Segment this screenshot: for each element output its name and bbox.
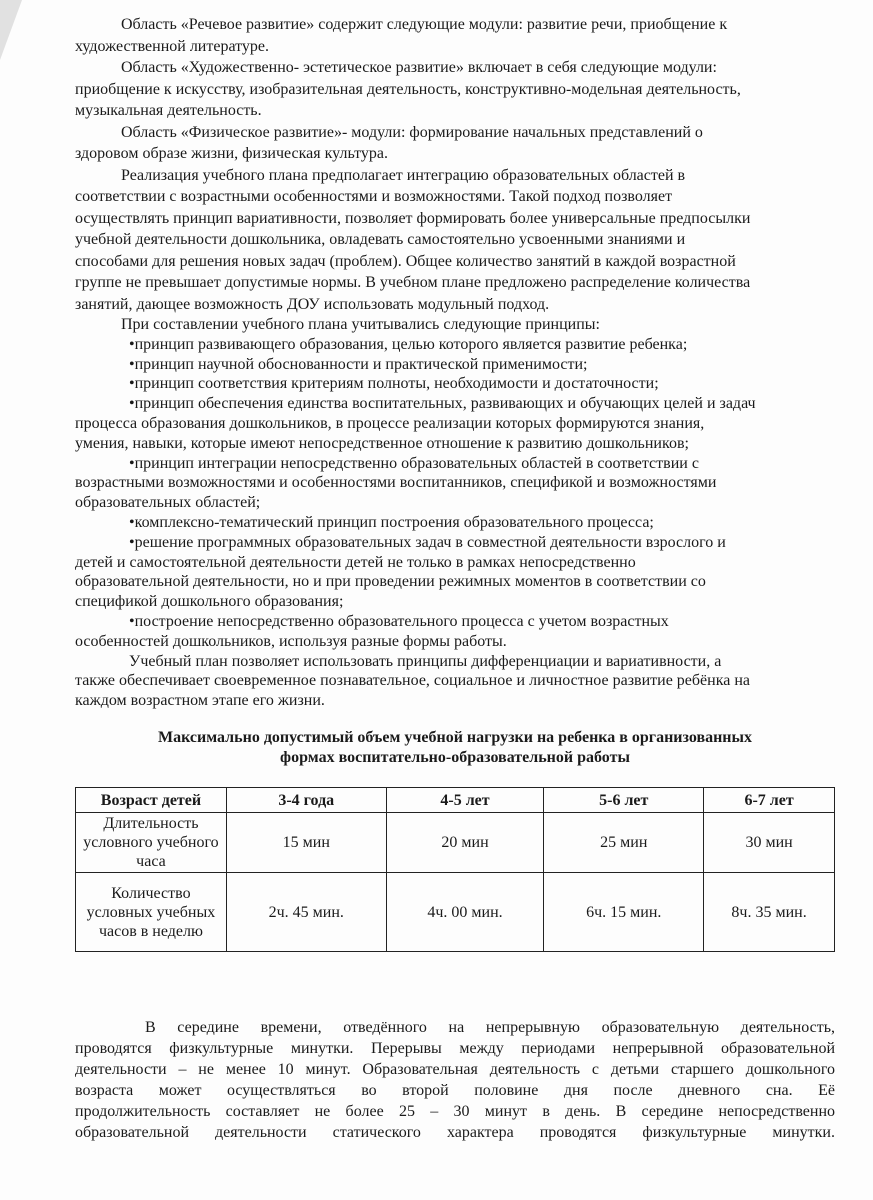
table-row <box>76 873 835 952</box>
table-cell: 15 мин <box>226 813 386 873</box>
text-line: соответствии с возрастными особенностями и возможностями. Такой подход позволяет <box>75 188 673 205</box>
text-line: образовательной деятельности статического характера проводятся физкультурные минутки. <box>75 1124 835 1141</box>
text-line: •принцип соответствия критериям полноты, необходимости и достаточности; <box>129 375 659 393</box>
study-load-table <box>75 787 835 952</box>
text-line: деятельности – не менее 10 минут. Образовательная деятельность с детьми старшего дошкольного <box>75 1061 835 1078</box>
header-cell: 3-4 года <box>226 788 386 813</box>
text-line: продолжительность составляет не более 25 – 30 минут в день. В середине непосредственно <box>75 1103 835 1120</box>
text-line: процесса образования дошкольников, в процессе реализации которых формируются знания, <box>75 414 705 432</box>
table-cell: 2ч. 45 мин. <box>226 873 386 952</box>
text-line: Реализация учебного плана предполагает интеграцию образовательных областей в <box>121 166 686 184</box>
scan-page-fold <box>0 0 22 60</box>
text-line: •принцип научной обоснованности и практической применимости; <box>129 355 588 373</box>
text-line: проводятся физкультурные минутки. Перерывы между периодами непрерывной образовательной <box>75 1040 835 1057</box>
text-line: Область «Физическое развитие»- модули: формирование начальных представлений о <box>121 123 703 141</box>
caption-line: Максимально допустимый объем учебной нагрузки на ребенка в организованных <box>157 729 753 746</box>
row-label: Количество условных учебных часов в неделю <box>76 873 227 952</box>
header-cell: 5-6 лет <box>544 788 704 813</box>
table-cell: 20 мин <box>386 813 544 873</box>
header-cell: 4-5 лет <box>386 788 544 813</box>
header-cell: 6-7 лет <box>704 788 835 813</box>
table-cell: 4ч. 00 мин. <box>386 873 544 952</box>
table-cell: 30 мин <box>704 813 835 873</box>
intro-paragraphs <box>75 14 840 315</box>
text-line: приобщение к искусству, изобразительная деятельность, конструктивно-модельная деятельность, <box>75 80 741 98</box>
text-line: здоровом образе жизни, физическая культура. <box>75 145 389 162</box>
text-line: Область «Художественно- эстетическое развитие» включает в себя следующие модули: <box>121 59 717 76</box>
text-line: Область «Речевое развитие» содержит следующие модули: развитие речи, приобщение к <box>121 16 728 33</box>
text-line: возрастными возможностями и особенностями воспитанников, спецификой и возможностями <box>75 474 717 492</box>
text-line: особенностей дошкольников, используя разные формы работы. <box>75 632 507 650</box>
text-line: Учебный план позволяет использовать принципы дифференциации и вариативности, а <box>129 652 722 670</box>
table-header-row <box>76 788 835 813</box>
text-line: В середине времени, отведённого на непрерывную образовательную деятельность, <box>145 1019 835 1036</box>
text-line: образовательной деятельности, но и при проведении режимных моментов в соответствии со <box>75 573 706 591</box>
header-cell: Возраст детей <box>76 788 227 813</box>
text-line: музыкальная деятельность. <box>75 102 262 119</box>
text-line: возраста может осуществляться во второй половине дня после дневного сна. Её <box>75 1082 835 1099</box>
text-line: образовательных областей; <box>75 494 261 512</box>
text-line: художественной литературе. <box>75 37 270 55</box>
table-row <box>76 813 835 873</box>
caption-line: формах воспитательно-образовательной работы <box>280 749 630 766</box>
text-line: каждом возрастном этапе его жизни. <box>75 692 325 710</box>
table-caption <box>75 728 835 768</box>
text-line: умения, навыки, которые имеют непосредственное отношение к развитию дошкольников; <box>75 434 689 452</box>
text-line: •комплексно-тематический принцип построения образовательного процесса; <box>129 513 654 531</box>
table-cell: 8ч. 35 мин. <box>704 873 835 952</box>
text-line: группе не превышает допустимые нормы. В учебном плане предложено распределение количества <box>75 274 751 291</box>
text-line: •решение программных образовательных задач в совместной деятельности взрослого и <box>129 533 726 551</box>
table-cell: 6ч. 15 мин. <box>544 873 704 952</box>
table-cell: 25 мин <box>544 813 704 873</box>
text-line: •построение непосредственно образовательного процесса с учетом возрастных <box>129 612 669 630</box>
principles-list <box>75 315 840 711</box>
text-line: способами для решения новых задач (проблем). Общее количество занятий в каждой возрастной <box>75 252 736 270</box>
text-line: занятий, дающее возможность ДОУ использовать модульный подход. <box>75 295 550 313</box>
text-line: учебной деятельности дошкольника, овладевать самостоятельно усвоенными знаниями и <box>75 231 686 248</box>
closing-paragraph <box>75 1017 835 1143</box>
text-line: спецификой дошкольного образования; <box>75 593 344 611</box>
text-line: осуществлять принцип вариативности, позволяет формировать более универсальные предпосылки <box>75 209 751 227</box>
text-line: детей и самостоятельной деятельности детей не только в рамках непосредственно <box>75 553 636 571</box>
text-line: •принцип интеграции непосредственно образовательных областей в соответствии с <box>129 454 699 472</box>
text-line: •принцип обеспечения единства воспитательных, развивающих и обучающих целей и задач <box>129 395 756 413</box>
text-line: также обеспечивает своевременное познавательное, социальное и личностное развитие ребёнка на <box>75 672 750 690</box>
text-line: •принцип развивающего образования, целью которого является развитие ребенка; <box>129 335 688 353</box>
row-label: Длительность условного учебного часа <box>76 813 227 873</box>
text-line: При составлении учебного плана учитывались следующие принципы: <box>121 316 600 333</box>
